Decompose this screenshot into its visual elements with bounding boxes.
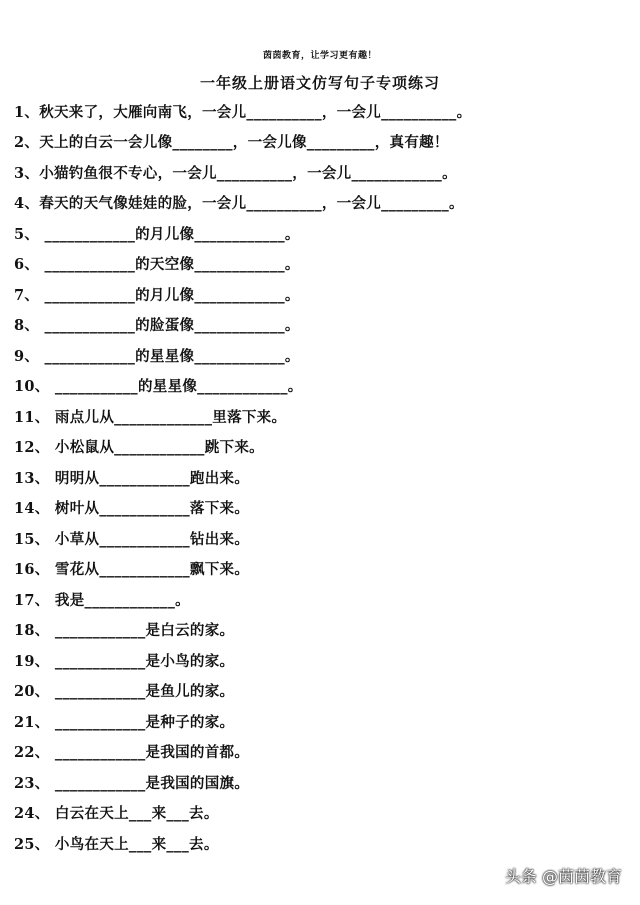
- exercise-item: 24、 白云在天上___来___去。: [14, 805, 219, 822]
- header-note: 茵茵教育，让学习更有趣！: [262, 51, 377, 61]
- page-title: 一年级上册语文仿写句子专项练习: [199, 74, 440, 92]
- exercise-item: 5、 ____________的月儿像____________。: [14, 226, 300, 243]
- exercise-item: 16、 雪花从____________飘下来。: [14, 561, 250, 578]
- exercise-item: 20、 ____________是鱼儿的家。: [14, 683, 235, 700]
- exercise-item: 3、小猫钓鱼很不专心，一会儿__________，一会儿____________。: [14, 165, 457, 182]
- exercise-item: 6、 ____________的天空像____________。: [14, 256, 300, 273]
- exercise-item: 25、 小鸟在天上___来___去。: [14, 836, 219, 853]
- exercise-item: 2、天上的白云一会儿像________，一会儿像_________，真有趣！: [14, 134, 449, 151]
- exercise-item: 15、 小草从____________钻出来。: [14, 531, 250, 548]
- exercise-item: 19、 ____________是小鸟的家。: [14, 653, 235, 670]
- exercise-item: 1、秋天来了，大雁向南飞，一会儿__________，一会儿__________。: [14, 104, 472, 121]
- exercise-item: 7、 ____________的月儿像____________。: [14, 287, 300, 304]
- exercise-item: 21、 ____________是种子的家。: [14, 714, 235, 731]
- exercise-item: 4、春天的天气像娃娃的脸，一会儿__________，一会儿_________。: [14, 195, 464, 212]
- exercise-item: 22、 ____________是我国的首都。: [14, 744, 250, 761]
- exercise-item: 12、 小松鼠从____________跳下来。: [14, 439, 264, 456]
- exercise-item: 13、 明明从____________跑出来。: [14, 470, 250, 487]
- exercise-item: 14、 树叶从____________落下来。: [14, 500, 250, 517]
- exercise-item: 10、 ___________的星星像____________。: [14, 378, 303, 395]
- watermark: 头条 @茵茵教育: [504, 867, 622, 886]
- exercise-item: 11、 雨点儿从_____________里落下来。: [14, 409, 287, 426]
- exercise-item: 23、 ____________是我国的国旗。: [14, 775, 250, 792]
- exercise-item: 18、 ____________是白云的家。: [14, 622, 235, 639]
- exercise-item: 17、 我是____________。: [14, 592, 190, 609]
- exercise-item: 9、 ____________的星星像____________。: [14, 348, 300, 365]
- exercise-item: 8、 ____________的脸蛋像____________。: [14, 317, 300, 334]
